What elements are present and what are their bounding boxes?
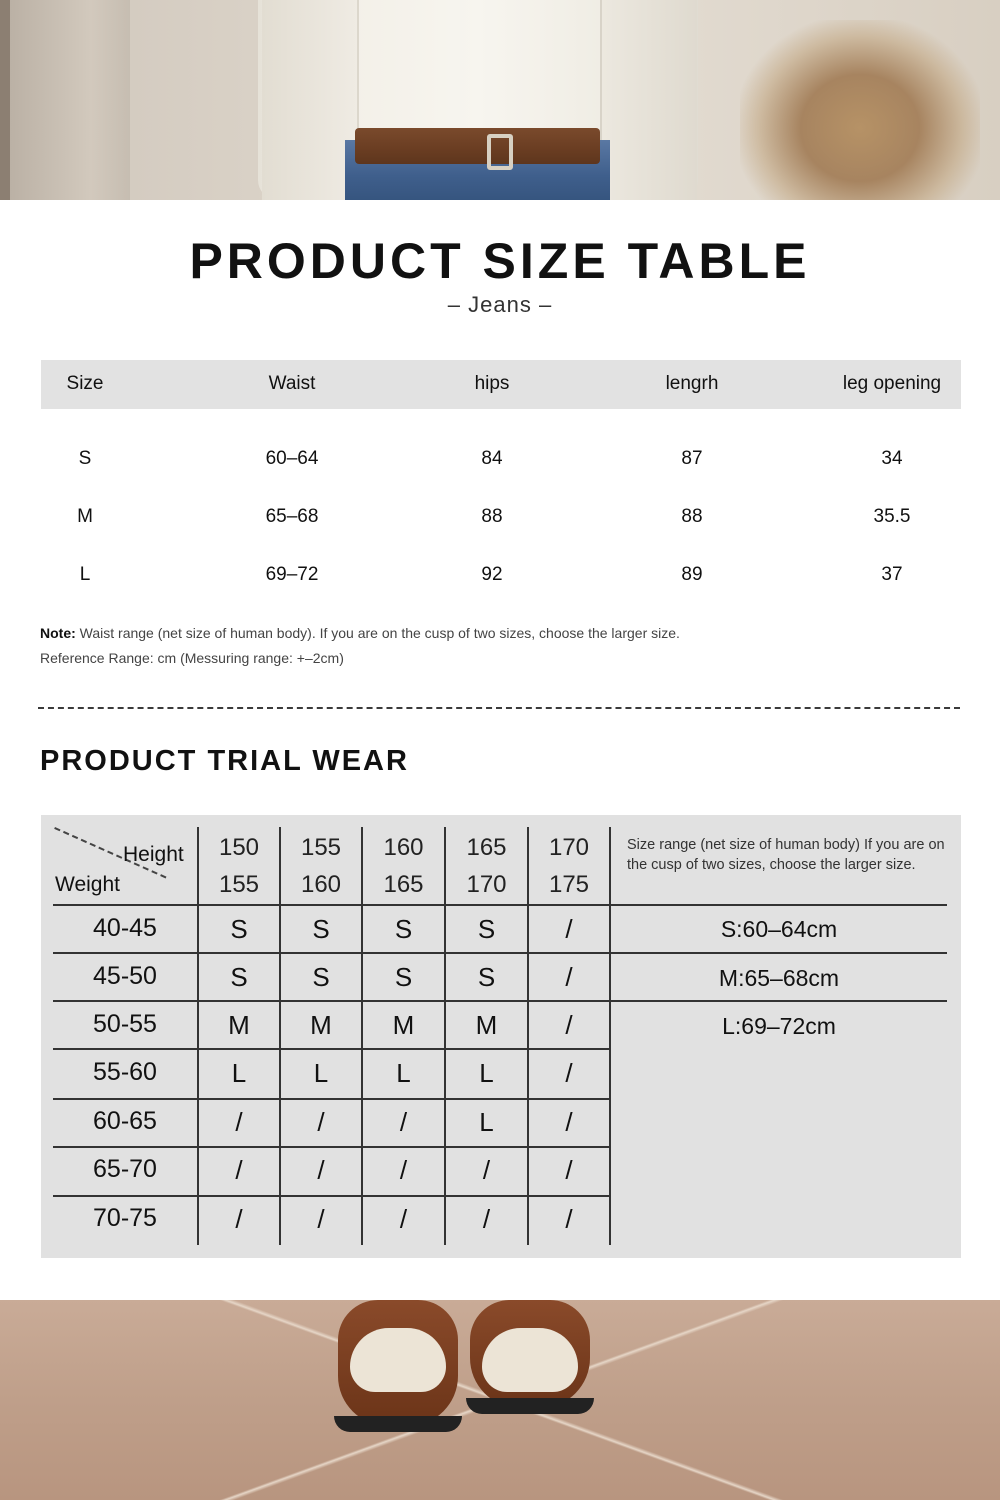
size-recommendation-cell: / <box>565 1107 573 1137</box>
size-recommendation-cell: / <box>482 1204 491 1234</box>
size-recommendation-cell: L <box>396 1058 411 1088</box>
waist-cell: 69–72 <box>265 564 319 585</box>
size-recommendation-cell: / <box>317 1155 325 1185</box>
size-recommendation-cell: / <box>235 1204 243 1234</box>
leg-opening-cell: 37 <box>881 564 903 585</box>
trial-wear-table <box>41 815 961 1258</box>
height-bottom: 170 <box>466 871 507 898</box>
left-loafer-image <box>338 1300 458 1426</box>
waist-cell: 60–64 <box>265 448 319 469</box>
size-recommendation-cell: / <box>399 1155 408 1185</box>
grid-line <box>611 952 947 954</box>
height-top: 155 <box>300 834 342 861</box>
size-row-s <box>41 448 961 478</box>
height-header <box>363 829 444 903</box>
size-recommendation-cell: / <box>565 1204 573 1234</box>
right-arm-image <box>600 0 697 200</box>
leg-opening-cell: 35.5 <box>873 506 911 527</box>
size-recommendation-cell: M <box>310 1010 332 1040</box>
size-recommendation-cell: / <box>565 1155 573 1185</box>
height-top: 160 <box>383 834 424 861</box>
size-recommendation-cell: / <box>482 1155 491 1185</box>
size-recommendation-cell: S <box>312 914 330 944</box>
height-header <box>529 829 609 903</box>
height-header <box>199 829 279 903</box>
range-l: L:69–72cm <box>722 1013 836 1039</box>
range-m: M:65–68cm <box>718 965 840 991</box>
model-photo-top <box>0 0 1000 200</box>
weight-cell: 50-55 <box>93 1010 157 1038</box>
weight-cell: 40-45 <box>93 914 157 942</box>
height-top: 170 <box>548 834 590 861</box>
weight-cell: 65-70 <box>93 1155 157 1183</box>
size-recommendation-cell: S <box>394 962 413 992</box>
header-waist: Waist <box>268 373 316 394</box>
size-recommendation-cell: M <box>228 1010 250 1040</box>
header-leg-opening: leg opening <box>842 373 942 394</box>
length-cell: 87 <box>681 448 703 469</box>
buckle-image <box>487 134 513 170</box>
length-cell: 88 <box>681 506 703 527</box>
size-recommendation-cell: / <box>235 1107 243 1137</box>
size-recommendation-cell: M <box>475 1010 498 1040</box>
right-loafer-image <box>470 1300 590 1408</box>
size-cell: M <box>77 506 93 527</box>
size-recommendation-cell: / <box>317 1204 325 1234</box>
size-recommendation-cell: S <box>230 962 248 992</box>
corner-weight-label: Weight <box>55 873 120 896</box>
weight-cell: 60-65 <box>93 1107 157 1135</box>
grid-line <box>53 1098 611 1100</box>
grid-line <box>53 1195 611 1197</box>
height-header <box>446 829 527 903</box>
size-recommendation-cell: S <box>312 962 330 992</box>
note-label: Note: <box>40 625 76 641</box>
model-photo-bottom <box>0 1300 1000 1500</box>
size-recommendation-cell: / <box>399 1107 408 1137</box>
belt-image <box>355 128 600 164</box>
curtain-image <box>0 0 130 200</box>
trial-wear-title: PRODUCT TRIAL WEAR <box>40 745 409 777</box>
page-subtitle: – Jeans – <box>447 292 553 317</box>
size-recommendation-cell: S <box>394 914 413 944</box>
size-recommendation-cell: S <box>230 914 248 944</box>
grid-line <box>611 1000 947 1002</box>
grid-line <box>611 904 947 906</box>
size-recommendation-cell: L <box>313 1058 329 1088</box>
header-size: Size <box>66 373 104 394</box>
size-recommendation-cell: / <box>317 1107 325 1137</box>
hips-cell: 88 <box>481 506 503 527</box>
height-bottom: 175 <box>548 871 590 898</box>
grid-line <box>53 952 611 954</box>
size-recommendation-cell: / <box>565 914 573 944</box>
wall-edge <box>0 0 10 200</box>
grid-line <box>53 904 611 906</box>
height-top: 150 <box>218 834 260 861</box>
hips-cell: 92 <box>481 564 503 585</box>
note-text: Waist range (net size of human body). If you are on the cusp of two sizes, choose the larger size. <box>75 625 680 641</box>
size-recommendation-cell: S <box>477 962 496 992</box>
size-recommendation-cell: / <box>235 1155 243 1185</box>
leg-opening-cell: 34 <box>881 448 903 469</box>
hips-cell: 84 <box>481 448 503 469</box>
header-hips: hips <box>474 373 510 394</box>
grid-line <box>53 1048 611 1050</box>
height-header <box>281 829 361 903</box>
size-row-m <box>41 506 961 536</box>
size-recommendation-cell: L <box>479 1107 494 1137</box>
size-row-l <box>41 564 961 594</box>
weight-cell: 55-60 <box>93 1058 157 1086</box>
size-recommendation-cell: / <box>399 1204 408 1234</box>
size-cell: S <box>78 448 92 469</box>
size-recommendation-cell: / <box>565 1058 573 1088</box>
dried-plant-image <box>740 20 980 200</box>
size-recommendation-cell: / <box>565 962 573 992</box>
height-top: 165 <box>466 834 507 861</box>
size-recommendation-cell: L <box>479 1058 494 1088</box>
size-range-note: Size range (net size of human body) If you are on the cusp of two sizes, choose the larger size. <box>627 837 945 873</box>
page-title: PRODUCT SIZE TABLE <box>189 233 811 289</box>
size-cell: L <box>79 564 91 585</box>
height-bottom: 165 <box>383 871 424 898</box>
header-length: lengrh <box>665 373 719 394</box>
range-s: S:60–64cm <box>720 916 838 942</box>
size-recommendation-cell: / <box>565 1010 573 1040</box>
waist-cell: 65–68 <box>265 506 319 527</box>
length-cell: 89 <box>681 564 703 585</box>
height-bottom: 160 <box>300 871 342 898</box>
size-recommendation-cell: M <box>392 1010 415 1040</box>
height-bottom: 155 <box>218 871 260 898</box>
dashed-divider <box>38 707 960 709</box>
weight-cell: 70-75 <box>93 1204 157 1232</box>
size-note <box>40 625 680 641</box>
weight-cell: 45-50 <box>93 962 157 990</box>
size-recommendation-cell: L <box>231 1058 247 1088</box>
grid-line <box>53 1146 611 1148</box>
grid-line <box>53 1000 611 1002</box>
size-table-header <box>41 360 961 409</box>
corner-height-label: Height <box>123 843 184 866</box>
reference-range-note: Reference Range: cm (Messuring range: +–2cm) <box>40 650 344 666</box>
size-recommendation-cell: S <box>477 914 496 944</box>
